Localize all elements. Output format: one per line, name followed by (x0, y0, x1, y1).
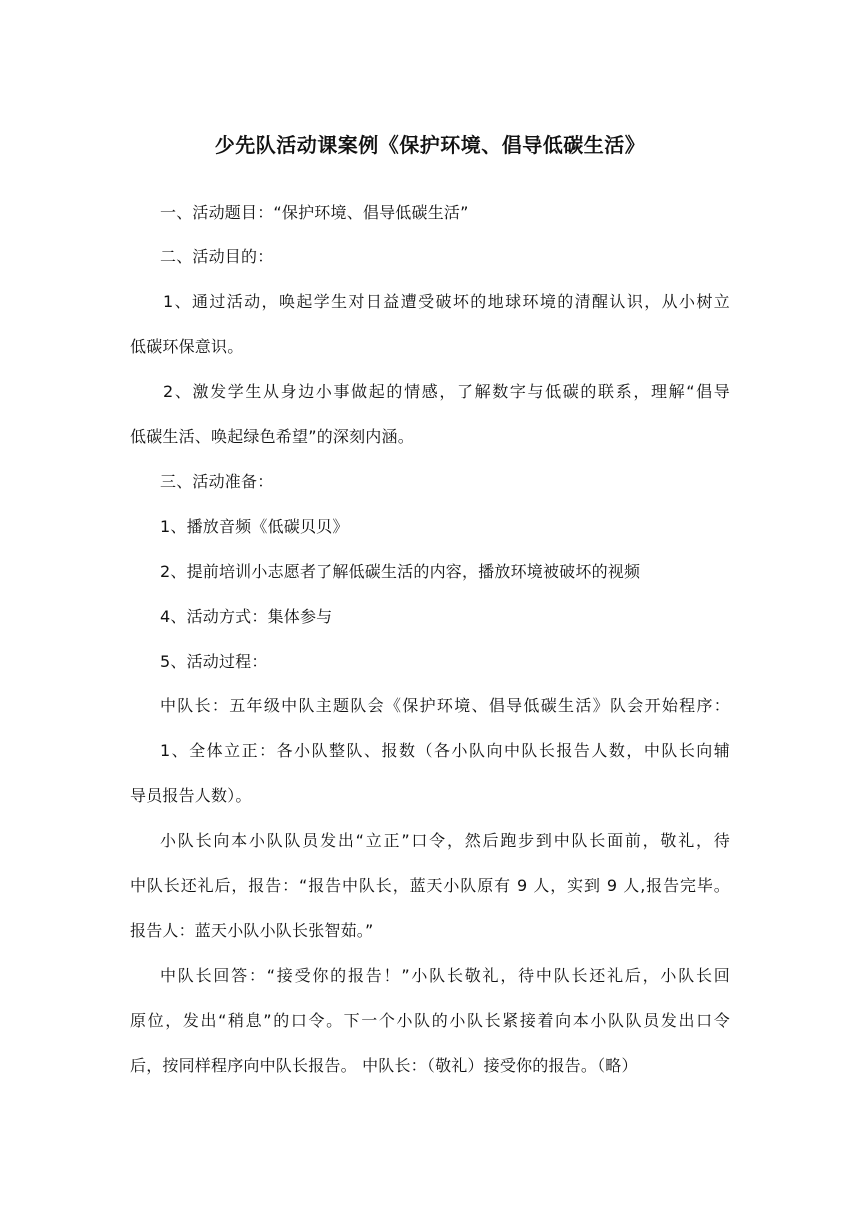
preparation-item-1: 1、播放音频《低碳贝贝》 (160, 517, 349, 536)
document-title: 少先队活动课案例《保护环境、倡导低碳生活》 (214, 133, 646, 157)
activity-topic-line: 一、活动题目：“保护环境、倡导低碳生活” (160, 203, 469, 222)
process-step-1-line-2: 导员报告人数）。 (130, 786, 252, 805)
captain-reply-paragraph-line-1: 中队长回答：“接受你的报告！”小队长敬礼，待中队长还礼后，小队长回 (160, 966, 730, 985)
squad-leader-paragraph-line-3: 报告人：蓝天小队小队长张智茹。” (130, 921, 374, 940)
activity-process-heading: 5、活动过程： (160, 652, 268, 671)
activity-preparation-heading: 三、活动准备： (160, 472, 274, 491)
purpose-item-1-line-2: 低碳环保意识。 (130, 337, 244, 356)
activity-purpose-heading: 二、活动目的： (160, 247, 274, 266)
process-intro-line: 中队长：五年级中队主题队会《保护环境、倡导低碳生活》队会开始程序： (160, 696, 730, 715)
squad-leader-paragraph-line-1: 小队长向本小队队员发出“立正”口令，然后跑步到中队长面前，敬礼，待 (160, 831, 730, 850)
captain-reply-paragraph-line-2: 原位，发出“稍息”的口令。下一个小队的小队长紧接着向本小队队员发出口令 (130, 1011, 730, 1030)
preparation-item-2: 2、提前培训小志愿者了解低碳生活的内容，播放环境被破坏的视频 (160, 562, 641, 581)
purpose-item-1-line-1: 1、通过活动，唤起学生对日益遭受破坏的地球环境的清醒认识，从小树立 (163, 292, 730, 311)
squad-leader-paragraph-line-2: 中队长还礼后，报告：“报告中队长，蓝天小队原有 9 人，实到 9 人,报告完毕。 (130, 876, 730, 895)
purpose-item-2-line-2: 低碳生活、唤起绿色希望”的深刻内涵。 (130, 427, 414, 446)
captain-reply-paragraph-line-3: 后，按同样程序向中队长报告。 中队长：（敬礼）接受你的报告。（略） (130, 1056, 638, 1075)
activity-method-line: 4、活动方式：集体参与 (160, 607, 333, 626)
process-step-1-line-1: 1、全体立正：各小队整队、报数（各小队向中队长报告人数，中队长向辅 (160, 741, 730, 760)
purpose-item-2-line-1: 2、激发学生从身边小事做起的情感，了解数字与低碳的联系，理解“倡导 (163, 382, 730, 401)
